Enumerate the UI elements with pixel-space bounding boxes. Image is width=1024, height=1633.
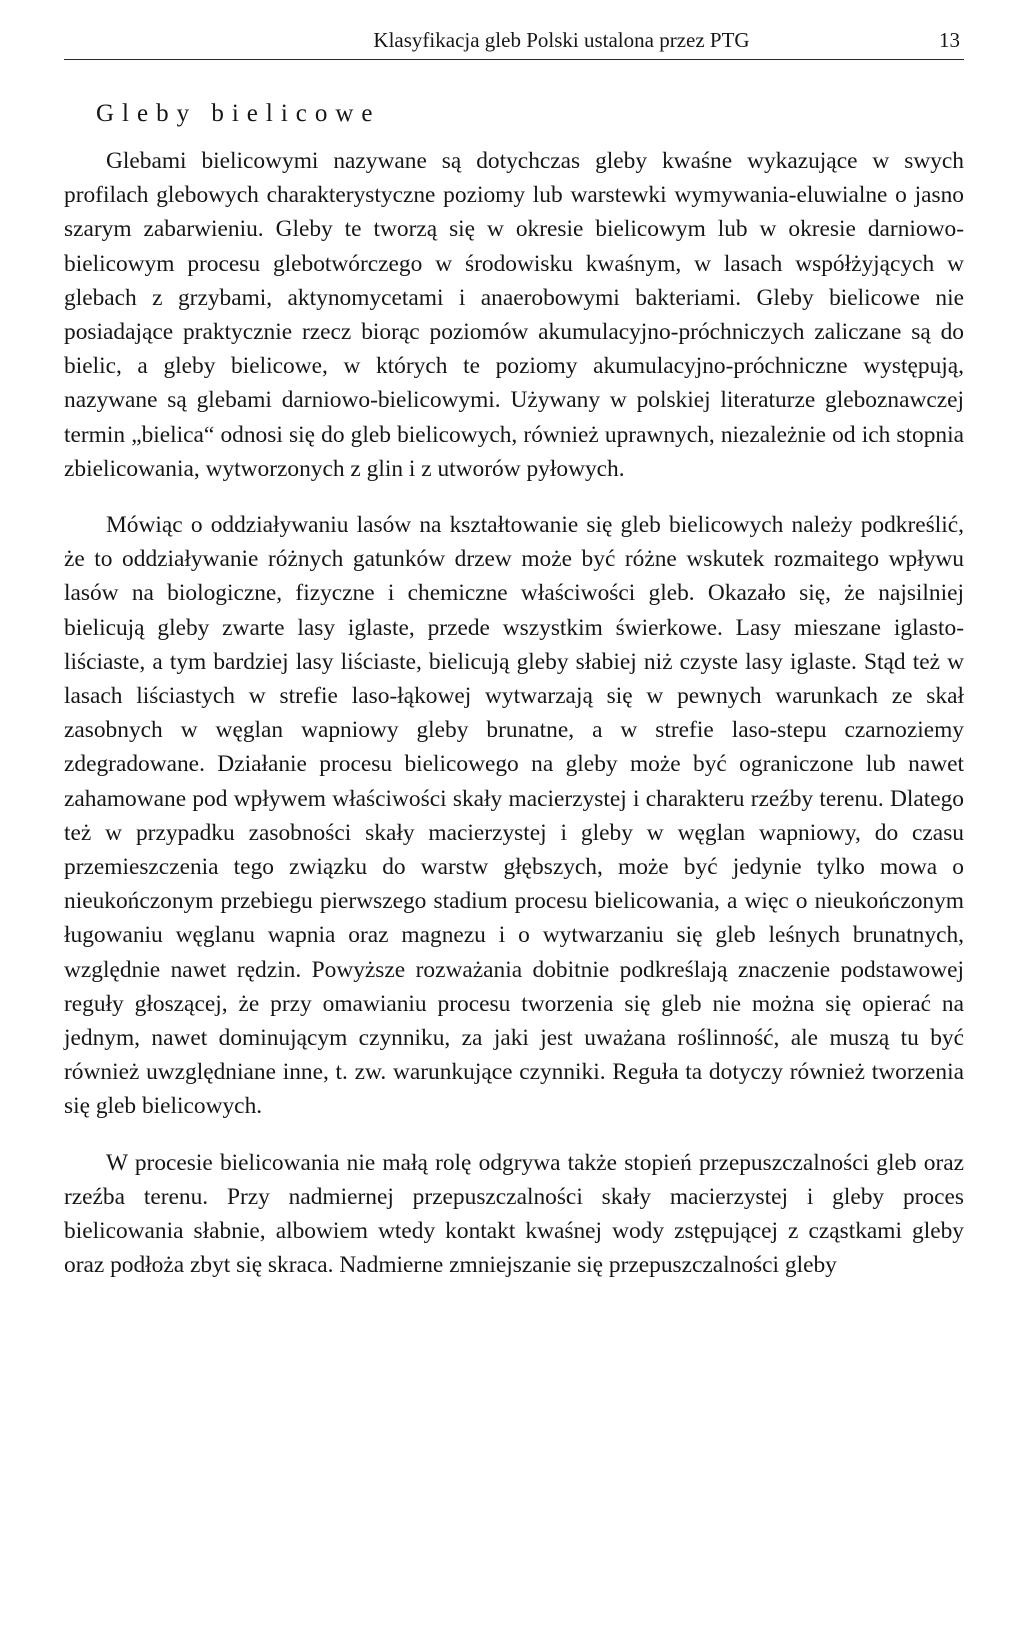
paragraph-1: Glebami bielicowymi nazywane są dotychczas gleby kwaśne wykazujące w swych profilach glebowych charakterystyczne poziomy lub warstewki wymywania-eluwialne o jasno szarym zabarwieniu. Gleby te tworzą się w okresie bielicowym lub w okresie darniowo-bielicowym procesu glebotwórczego w środowisku kwaśnym, w lasach współżyjących w glebach z grzybami, aktynomycetami i anaerobowymi bakteriami. Gleby bielicowe nie posiadające praktycznie rzecz biorąc poziomów akumulacyjno-próchniczych zaliczane są do bielic, a gleby bielicowe, w których te poziomy akumulacyjno-próchniczne występują, nazywane są glebami darniowo-bielicowymi. Używany w polskiej literaturze gleboznawczej termin „bielica“ odnosi się do gleb bielicowych, również uprawnych, niezależnie od ich stopnia zbielicowania, wytworzonych z glin i z utworów pyłowych. xyxy=(64,148,964,482)
document-page xyxy=(64,28,964,1283)
running-title: Klasyfikacja gleb Polski ustalona przez PTG xyxy=(373,28,750,52)
paragraph-3: W procesie bielicowania nie małą rolę odgrywa także stopień przepuszczalności gleb oraz rzeźba terenu. Przy nadmiernej przepuszczalności skały macierzystej i gleby proces bielicowania słabnie, albowiem wtedy kontakt kwaśnej wody zstępującej z cząstkami gleby oraz podłoża zbyt się skraca. Nadmierne zmniejszanie się przepuszczalności gleby xyxy=(64,1149,964,1279)
section-heading: Gleby bielicowe xyxy=(96,100,381,127)
page-number: 13 xyxy=(939,28,960,52)
running-header xyxy=(64,28,964,60)
paragraph-2: Mówiąc o oddziaływaniu lasów na kształtowanie się gleb bielicowych należy podkreślić, że to oddziaływanie różnych gatunków drzew może być różne wskutek rozmaitego wpływu lasów na biologiczne, fizyczne i chemiczne właściwości gleb. Okazało się, że najsilniej bielicują gleby zwarte lasy iglaste, przede wszystkim świerkowe. Lasy mieszane iglasto-liściaste, a tym bardziej lasy liściaste, bielicują gleby słabiej niż czyste lasy iglaste. Stąd też w lasach liściastych w strefie laso-łąkowej wytwarzają się w pewnych warunkach ze skał zasobnych w węglan wapniowy gleby brunatne, a w strefie laso-stepu czarnoziemy zdegradowane. Działanie procesu bielicowego na gleby może być ograniczone lub nawet zahamowane pod wpływem właściwości skały macierzystej i charakteru rzeźby terenu. Dlatego też w przypadku zasobności skały macierzystej i gleby w węglan wapniowy, do czasu przemieszczenia tego związku do warstw głębszych, może być jedynie tylko mowa o nieukończonym przebiegu pierwszego stadium procesu bielicowania, a więc o nieukończonym ługowaniu węglanu wapnia oraz magnezu i o wytwarzaniu się gleb leśnych brunatnych, względnie nawet rędzin. Powyższe rozważania dobitnie podkreślają znaczenie podstawowej reguły głoszącej, że przy omawianiu procesu tworzenia się gleb nie można się opierać na jednym, nawet dominującym czynniku, za jaki jest uważana roślinność, ale muszą tu być również uwzględniane inne, t. zw. warunkujące czynniki. Reguła ta dotyczy również tworzenia się gleb bielicowych. xyxy=(64,512,964,1120)
